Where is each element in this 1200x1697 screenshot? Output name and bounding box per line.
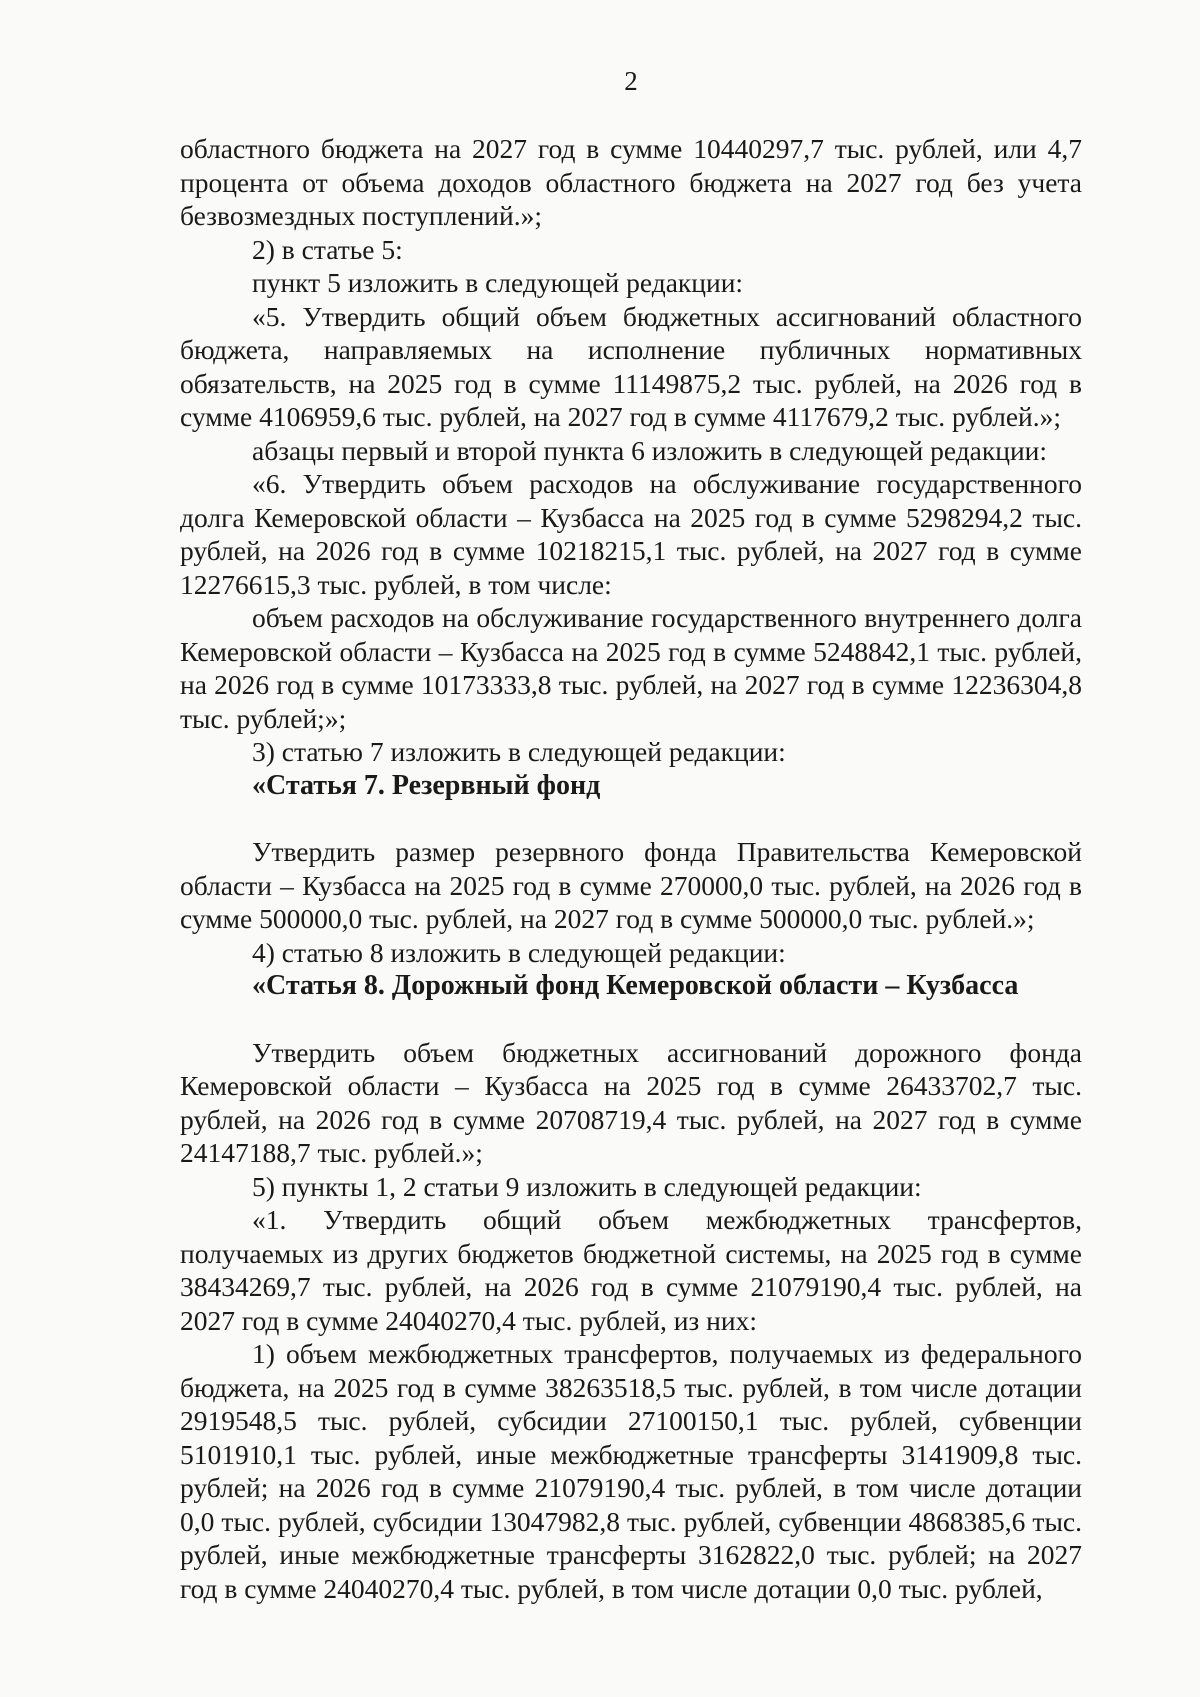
article-8-heading: «Статья 8. Дорожный фонд Кемеровской области – Кузбасса <box>252 970 1019 1001</box>
paragraph-continuation: областного бюджета на 2027 год в сумме 10440297,7 тыс. рублей, или 4,7 процента от объема доходов областного бюджета на 2027 год без учета безвозмездных поступлений.»; <box>180 133 1082 231</box>
paragraph-federal-transfers: 1) объем межбюджетных трансфертов, получаемых из федерального бюджета, на 2025 год в сумме 38263518,5 тыс. рублей, в том числе дотации 2919548,5 тыс. рублей, субсидии 27100150,1 тыс. рублей, субвенции 5101910,1 тыс. рублей, иные межбюджетные трансферты 3141909,8 тыс. рублей; на 2026 год в сумме 21079190,4 тыс. рублей, в том числе дотации 0,0 тыс. рублей, субсидии 13047982,8 тыс. рублей, субвенции 4868385,6 тыс. рублей, иные межбюджетные трансферты 3162822,0 тыс. рублей; на 2027 год в сумме 24040270,4 тыс. рублей, в том числе дотации 0,0 тыс. рублей, <box>180 1338 1082 1604</box>
spacer <box>180 802 1082 835</box>
page-number: 2 <box>624 66 638 96</box>
paragraph-point-1-text: «1. Утвердить общий объем межбюджетных трансфертов, получаемых из других бюджетов бюджетной системы, на 2025 год в сумме 38434269,7 тыс. рублей, на 2026 год в сумме 21079190,4 тыс. рублей, на 2027 год в сумме 24040270,4 тыс. рублей, из них: <box>180 1204 1082 1336</box>
paragraph-internal-debt: объем расходов на обслуживание государственного внутреннего долга Кемеровской области – Кузбасса на 2025 год в сумме 5248842,1 тыс. рублей, на 2026 год в сумме 10173333,8 тыс. рублей, на 2027 год в сумме 12236304,8 тыс. рублей;»; <box>180 602 1082 734</box>
paragraph-item-3: 3) статью 7 изложить в следующей редакции: <box>252 736 786 767</box>
paragraph-reserve-fund: Утвердить размер резервного фонда Правительства Кемеровской области – Кузбасса на 2025 год в сумме 270000,0 тыс. рублей, на 2026 год в сумме 500000,0 тыс. рублей, на 2027 год в сумме 500000,0 тыс. рублей.»; <box>180 836 1082 934</box>
paragraph-item-5: 5) пункты 1, 2 статьи 9 изложить в следующей редакции: <box>252 1170 922 1202</box>
paragraph-point-5-intro: пункт 5 изложить в следующей редакции: <box>252 267 744 298</box>
paragraph-point-5-text: «5. Утвердить общий объем бюджетных ассигнований областного бюджета, направляемых на исполнение публичных нормативных обязательств, на 2025 год в сумме 11149875,2 тыс. рублей, на 2026 год в сумме 4106959,6 тыс. рублей, на 2027 год в сумме 4117679,2 тыс. рублей.»; <box>180 300 1082 432</box>
spacer <box>180 1003 1082 1036</box>
article-7-heading: «Статья 7. Резервный фонд <box>252 769 601 801</box>
paragraph-item-2: 2) в статье 5: <box>252 233 403 265</box>
paragraph-item-4: 4) статью 8 изложить в следующей редакции: <box>252 936 786 968</box>
paragraph-road-fund: Утвердить объем бюджетных ассигнований дорожного фонда Кемеровской области – Кузбасса на 2025 год в сумме 26433702,7 тыс. рублей, на 2026 год в сумме 20708719,4 тыс. рублей, на 2027 год в сумме 24147188,7 тыс. рублей.»; <box>180 1036 1082 1168</box>
paragraph-point-6-intro: абзацы первый и второй пункта 6 изложить в следующей редакции: <box>252 434 1048 466</box>
paragraph-point-6-text: «6. Утвердить объем расходов на обслуживание государственного долга Кемеровской области – Кузбасса на 2025 год в сумме 5298294,2 тыс. рублей, на 2026 год в сумме 10218215,1 тыс. рублей, на 2027 год в сумме 12276615,3 тыс. рублей, в том числе: <box>180 468 1082 600</box>
